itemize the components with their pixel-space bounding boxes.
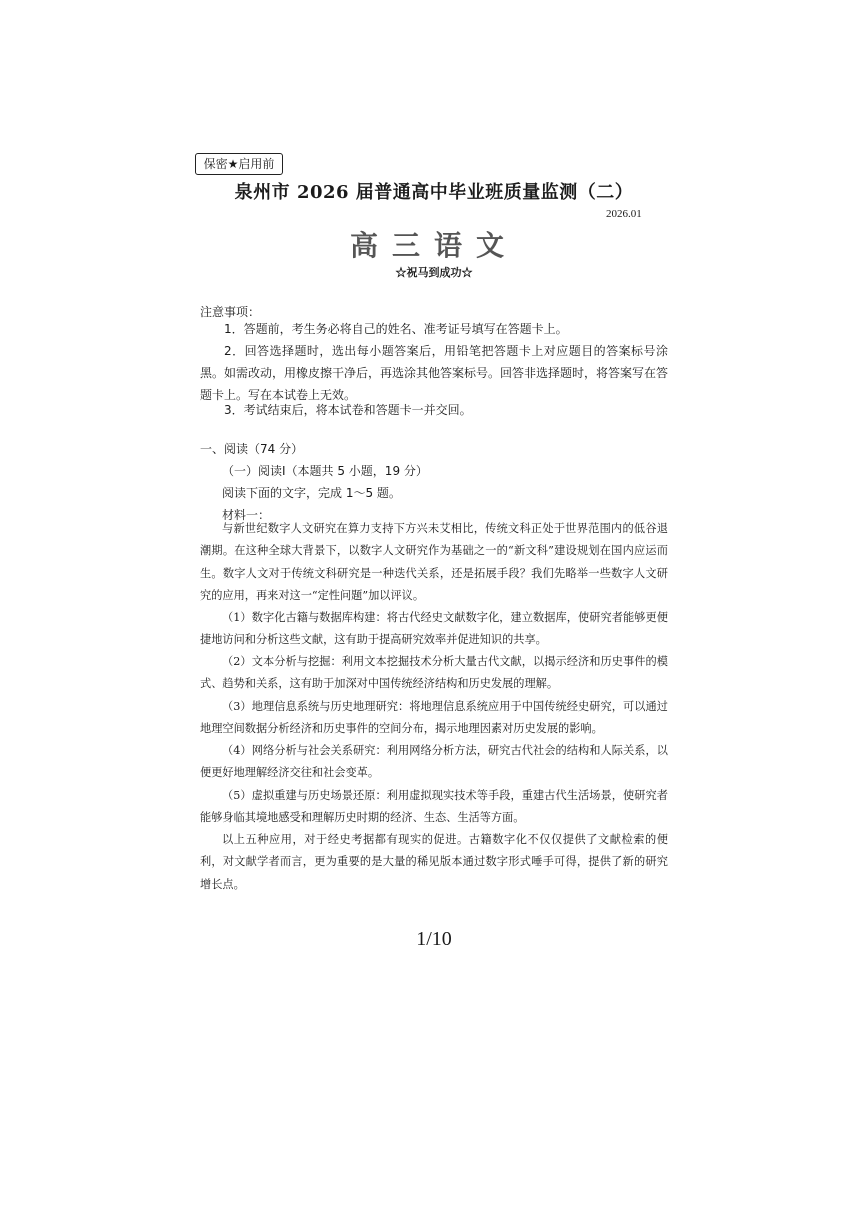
- notice-item: 1．答题前，考生务必将自己的姓名、准考证号填写在答题卡上。: [224, 322, 568, 336]
- section-subheading: （一）阅读Ⅰ（本题共 5 小题，19 分）: [222, 464, 428, 478]
- body-paragraph: （1）数字化古籍与数据库构建：将古代经史文献数字化，建立数据库，使研究者能够更便捷地访问和分析这些文献，这有助于提高研究效率并促进知识的共享。: [200, 611, 668, 647]
- notice-item: 3．考试结束后，将本试卷和答题卡一并交回。: [224, 403, 472, 417]
- body-paragraph: （3）地理信息系统与历史地理研究：将地理信息系统应用于中国传统经史研究，可以通过地理空间数据分析经济和历史事件的空间分布，揭示地理因素对历史发展的影响。: [200, 700, 668, 736]
- notice-heading: 注意事项：: [200, 305, 261, 319]
- exam-title: 泉州市 2026 届普通高中毕业班质量监测（二）: [234, 182, 634, 203]
- exam-date: 2026.01: [606, 208, 642, 220]
- body-paragraph: （2）文本分析与挖掘：利用文本挖掘技术分析大量古代文献，以揭示经济和历史事件的模式、趋势和关系，这有助于加深对中国传统经济结构和历史发展的理解。: [200, 655, 668, 691]
- body-paragraph: （5）虚拟重建与历史场景还原：利用虚拟现实技术等手段，重建古代生活场景，使研究者能够身临其境地感受和理解历史时期的经济、生态、生活等方面。: [200, 789, 668, 825]
- body-paragraph: 以上五种应用，对于经史考据都有现实的促进。古籍数字化不仅仅提供了文献检索的便利，对文献学者而言，更为重要的是大量的稀见版本通过数字形式唾手可得，提供了新的研究增长点。: [200, 833, 668, 891]
- subject-title: 高三语文: [349, 229, 518, 262]
- body-paragraph: 与新世纪数字人文研究在算力支持下方兴未艾相比，传统文科正处于世界范围内的低谷退潮期。在这种全球大背景下，以数字人文研究作为基础之一的“新文科”建设规划在国内应运而生。数字人文对于传统文科研究是一种迭代关系，还是拓展手段？我们先略举一些数字人文研究的应用，再来对这一“定性问题”加以评议。: [200, 522, 668, 602]
- notice-item: 2．回答选择题时，选出每小题答案后，用铅笔把答题卡上对应题目的答案标号涂黑。如需改动，用橡皮擦干净后，再选涂其他答案标号。回答非选择题时，将答案写在答题卡上。写在本试卷上无效。: [200, 344, 669, 402]
- body-paragraph: （4）网络分析与社会关系研究：利用网络分析方法，研究古代社会的结构和人际关系，以便更好地理解经济交往和社会变革。: [200, 744, 668, 780]
- section-instruction: 阅读下面的文字，完成 1～5 题。: [222, 486, 401, 500]
- confidential-tag: 保密★启用前: [195, 153, 283, 175]
- material-label: 材料一：: [222, 508, 271, 522]
- page-number: 1/10: [416, 928, 452, 950]
- section-heading: 一、阅读（74 分）: [200, 442, 304, 456]
- blessing-line: ☆祝马到成功☆: [395, 266, 473, 279]
